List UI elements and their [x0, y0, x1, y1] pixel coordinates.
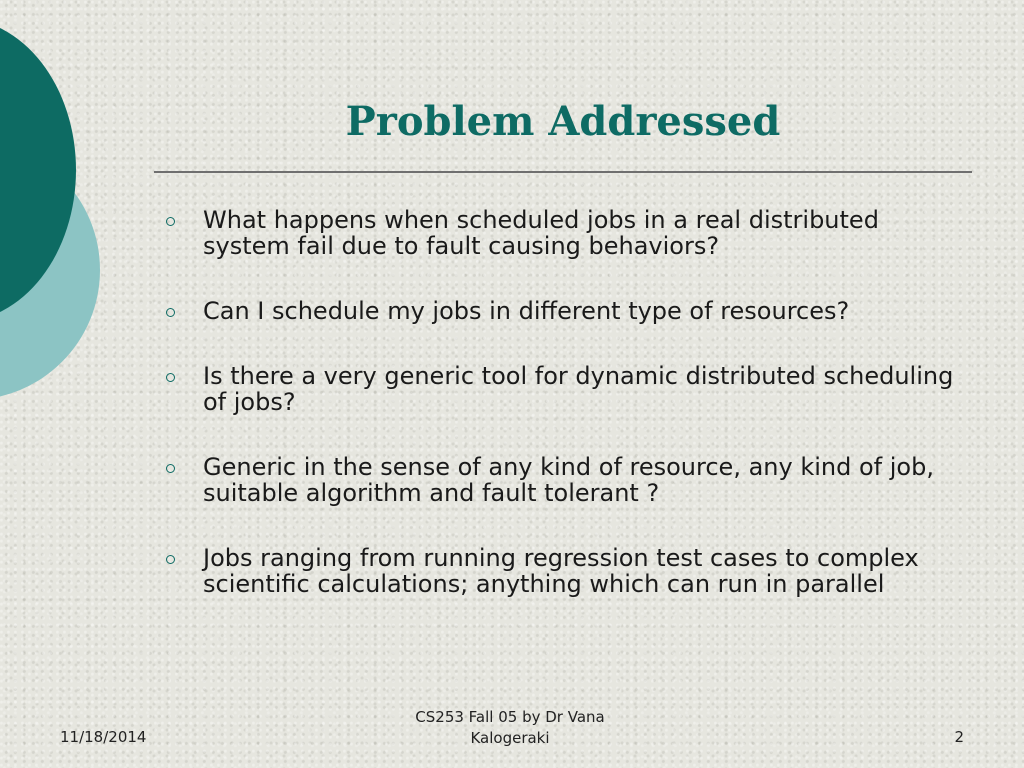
bullet-item	[160, 454, 960, 506]
bullet-text: Generic in the sense of any kind of resource, any kind of job, suitable algorithm and fault tolerant ?	[203, 453, 934, 507]
bullet-item	[160, 298, 960, 324]
bullet-text: Jobs ranging from running regression test cases to complex scientific calculations; anything which can run in parallel	[203, 544, 919, 598]
bullet-item	[160, 363, 960, 415]
circle-bullet-icon	[166, 373, 175, 382]
bullet-text: What happens when scheduled jobs in a real distributed system fail due to fault causing behaviors?	[203, 206, 879, 260]
footer-course-credit: CS253 Fall 05 by Dr Vana Kalogeraki	[415, 708, 605, 747]
bullet-list	[160, 207, 960, 636]
bullet-text: Can I schedule my jobs in different type of resources?	[203, 297, 850, 325]
circle-bullet-icon	[166, 308, 175, 317]
bullet-text: Is there a very generic tool for dynamic distributed scheduling of jobs?	[203, 362, 954, 416]
footer-date: 11/18/2014	[60, 728, 147, 746]
slide-title: Problem Addressed	[345, 98, 781, 145]
circle-bullet-icon	[166, 464, 175, 473]
page-number: 2	[954, 728, 964, 746]
bullet-item	[160, 207, 960, 259]
circle-bullet-icon	[166, 217, 175, 226]
title-divider	[154, 171, 972, 173]
bullet-item	[160, 545, 960, 597]
circle-bullet-icon	[166, 555, 175, 564]
